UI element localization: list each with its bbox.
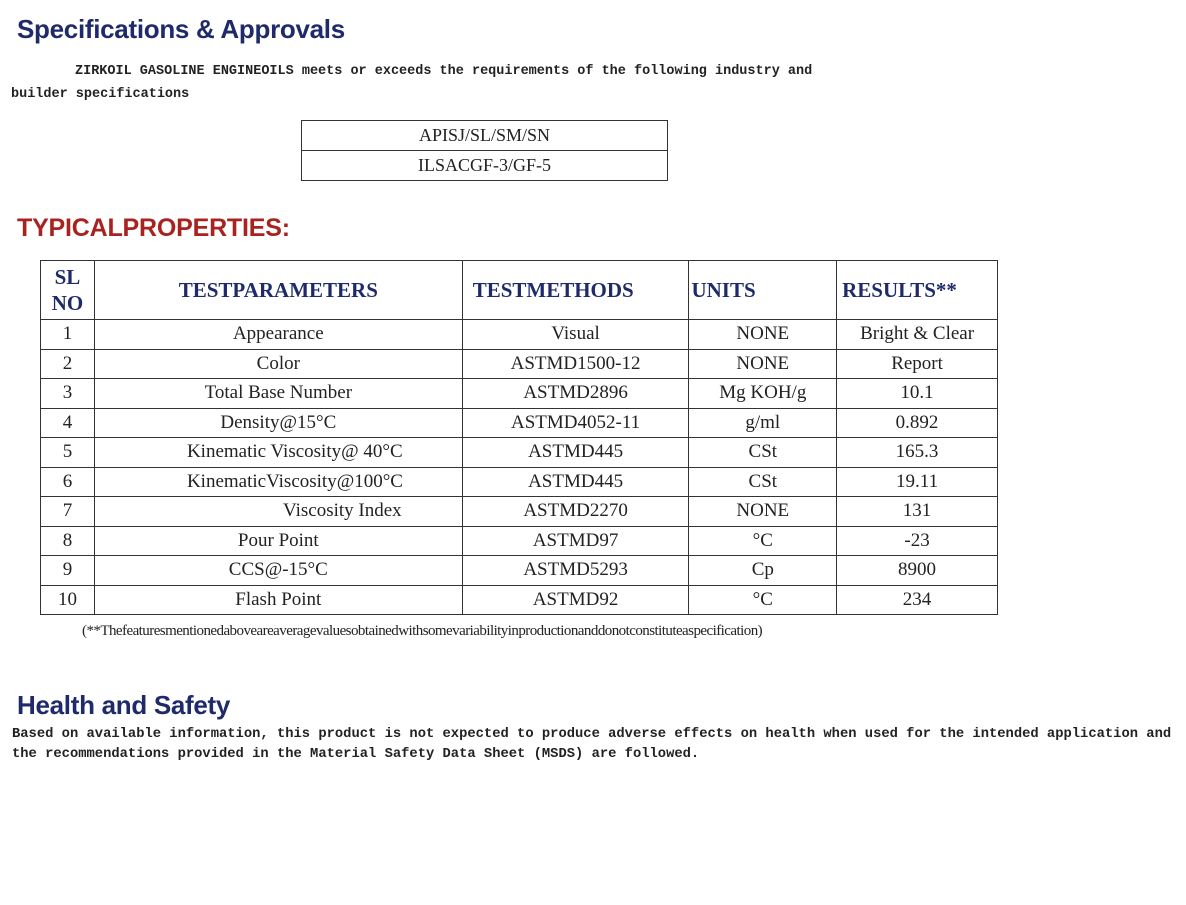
table-row	[41, 497, 998, 527]
cell-units: CSt	[689, 467, 837, 497]
cell-units: °C	[689, 585, 837, 615]
table-row	[41, 556, 998, 586]
cell-sl: 10	[41, 585, 95, 615]
cell-param: KinematicViscosity@100°C	[94, 467, 462, 497]
cell-method: ASTMD445	[462, 467, 689, 497]
cell-sl: 8	[41, 526, 95, 556]
header-test-methods: TESTMETHODS	[462, 261, 689, 320]
cell-method: ASTMD1500-12	[462, 349, 689, 379]
cell-units: CSt	[689, 438, 837, 468]
intro-line-1: ZIRKOIL GASOLINE ENGINEOILS meets or exceeds the requirements of the following industry and	[75, 64, 813, 79]
table-row	[41, 526, 998, 556]
spec-cell: ILSACGF-3/GF-5	[302, 151, 668, 181]
cell-units: g/ml	[689, 408, 837, 438]
cell-units: NONE	[689, 349, 837, 379]
cell-sl: 6	[41, 467, 95, 497]
cell-units: NONE	[689, 320, 837, 350]
cell-result: 8900	[837, 556, 998, 586]
cell-sl: 3	[41, 379, 95, 409]
cell-result: 19.11	[837, 467, 998, 497]
cell-method: ASTMD445	[462, 438, 689, 468]
intro-line-2: builder specifications	[11, 87, 190, 102]
cell-result: 10.1	[837, 379, 998, 409]
cell-result: 0.892	[837, 408, 998, 438]
cell-param: Total Base Number	[94, 379, 462, 409]
cell-param: Flash Point	[94, 585, 462, 615]
cell-method: ASTMD2896	[462, 379, 689, 409]
table-row	[41, 438, 998, 468]
specifications-heading: Specifications & Approvals	[17, 14, 345, 44]
table-row	[41, 349, 998, 379]
cell-method: ASTMD2270	[462, 497, 689, 527]
cell-sl: 9	[41, 556, 95, 586]
cell-param: Appearance	[94, 320, 462, 350]
cell-param: Color	[94, 349, 462, 379]
health-safety-heading: Health and Safety	[17, 690, 231, 720]
header-test-parameters: TESTPARAMETERS	[94, 261, 462, 320]
properties-table	[40, 260, 998, 615]
cell-sl: 5	[41, 438, 95, 468]
header-no: NO	[51, 291, 84, 315]
cell-units: Mg KOH/g	[689, 379, 837, 409]
health-safety-text: Based on available information, this product is not expected to produce adverse effects on health when used for the intended application and the recommendations provided in the Material Safety Data Sheet (MSDS) are followed.	[12, 727, 1172, 762]
cell-result: Bright & Clear	[837, 320, 998, 350]
table-row	[41, 379, 998, 409]
cell-result: 131	[837, 497, 998, 527]
cell-param: Pour Point	[94, 526, 462, 556]
cell-result: -23	[837, 526, 998, 556]
cell-sl: 4	[41, 408, 95, 438]
cell-param: CCS@-15°C	[94, 556, 462, 586]
cell-result: 165.3	[837, 438, 998, 468]
header-results: RESULTS**	[837, 261, 998, 320]
cell-sl: 2	[41, 349, 95, 379]
table-header-row	[41, 261, 998, 320]
cell-units: NONE	[689, 497, 837, 527]
cell-method: ASTMD5293	[462, 556, 689, 586]
spec-cell: APISJ/SL/SM/SN	[302, 121, 668, 151]
cell-param: Viscosity Index	[94, 497, 462, 527]
cell-param: Kinematic Viscosity@ 40°C	[94, 438, 462, 468]
table-row	[41, 408, 998, 438]
cell-method: Visual	[462, 320, 689, 350]
header-sl: SL	[54, 265, 81, 289]
cell-method: ASTMD92	[462, 585, 689, 615]
cell-result: 234	[837, 585, 998, 615]
cell-sl: 7	[41, 497, 95, 527]
typical-properties-heading: TYPICALPROPERTIES:	[17, 214, 290, 242]
cell-param: Density@15°C	[94, 408, 462, 438]
table-row	[41, 585, 998, 615]
table-row	[41, 320, 998, 350]
cell-sl: 1	[41, 320, 95, 350]
specifications-table	[301, 120, 668, 181]
header-units: UNITS	[689, 261, 837, 320]
cell-result: Report	[837, 349, 998, 379]
header-sl-no	[41, 261, 95, 320]
cell-method: ASTMD97	[462, 526, 689, 556]
footnote: (**Thefeaturesmentionedaboveareaveragevaluesobtainedwithsomevariabilityinproductionanddonotconstituteaspecification)	[82, 623, 763, 639]
cell-method: ASTMD4052-11	[462, 408, 689, 438]
cell-units: Cp	[689, 556, 837, 586]
cell-units: °C	[689, 526, 837, 556]
table-row	[41, 467, 998, 497]
